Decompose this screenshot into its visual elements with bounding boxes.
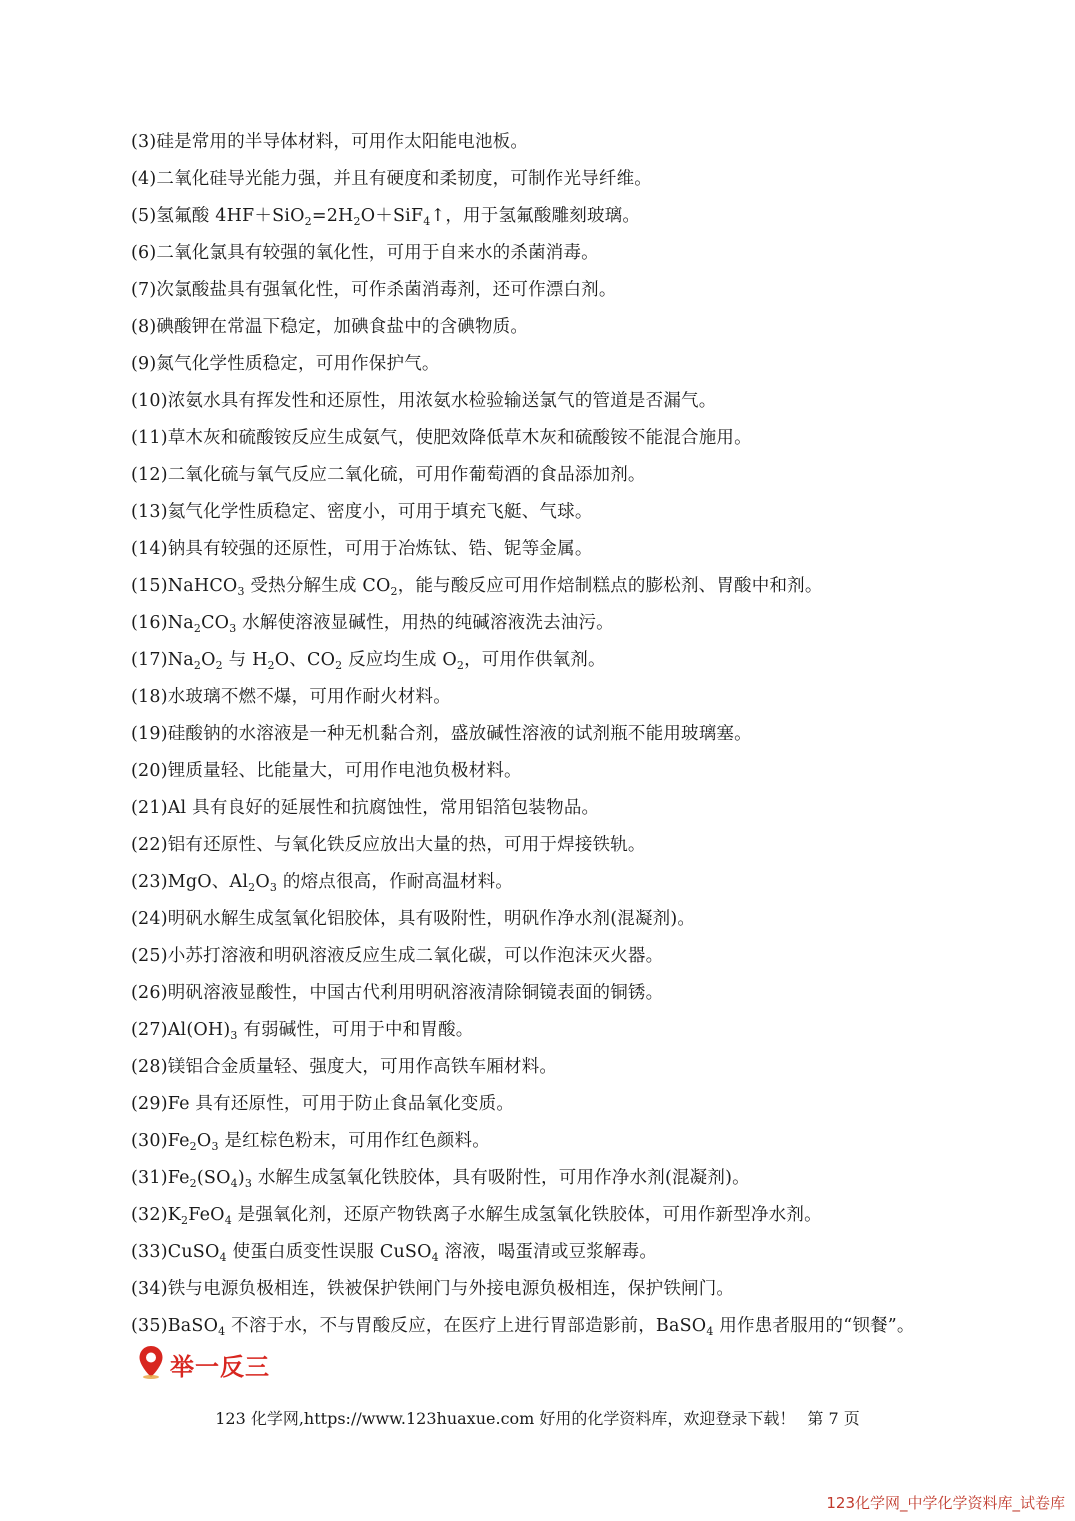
footer-text: 123 化学网,https://www.123huaxue.com 好用的化学资料库，欢迎登录下载！: [215, 1409, 796, 1428]
subscript: 2: [353, 215, 361, 228]
text-run: (22)铝有还原性、与氧化铁反应放出大量的热，可用于焊接铁轨。: [131, 835, 646, 855]
subscript: 2: [215, 659, 223, 672]
subscript: 2: [189, 1177, 197, 1190]
page-number: 第 7 页: [807, 1409, 860, 1428]
text-run: 受热分解生成 CO: [244, 576, 391, 596]
text-run: ，可用作供氧剂。: [464, 650, 606, 670]
list-item: [131, 864, 1031, 901]
text-run: (27)Al(OH): [131, 1020, 231, 1040]
subscript: 4: [219, 1251, 227, 1264]
subscript: 2: [335, 659, 343, 672]
text-run: (7)次氯酸盐具有强氧化性，可作杀菌消毒剂，还可作漂白剂。: [131, 280, 617, 300]
list-item: [131, 642, 1031, 679]
text-run: (35)BaSO: [131, 1316, 219, 1336]
text-run: (33)CuSO: [131, 1242, 220, 1262]
subscript: 4: [423, 215, 431, 228]
text-run: 反应均生成 O: [342, 650, 457, 670]
text-run: (9)氮气化学性质稳定，可用作保护气。: [131, 354, 440, 374]
text-run: 是红棕色粉末，可用作红色颜料。: [218, 1131, 490, 1151]
text-run: (12)二氧化硫与氧气反应二氧化硫，可用作葡萄酒的食品添加剂。: [131, 465, 646, 485]
subscript: 4: [218, 1325, 226, 1338]
list-item: [131, 198, 1031, 235]
list-item: [131, 309, 1031, 346]
text-run: (30)Fe: [131, 1131, 190, 1151]
subscript: 3: [237, 585, 245, 598]
text-run: 水解生成氢氧化铁胶体，具有吸附性，可用作净水剂(混凝剂)。: [252, 1168, 750, 1188]
text-run: 有弱碱性，可用于中和胃酸。: [237, 1020, 474, 1040]
text-run: ↑，用于氢氟酸雕刻玻璃。: [430, 206, 641, 226]
list-item: [131, 938, 1031, 975]
subscript: 2: [193, 622, 202, 635]
watermark: 123化学网_中学化学资料库_试卷库: [826, 1494, 1065, 1512]
text-run: (24)明矾水解生成氢氧化铝胶体，具有吸附性，明矾作净水剂(混凝剂)。: [131, 909, 696, 929]
list-item: [131, 901, 1031, 938]
subscript: 4: [706, 1325, 714, 1338]
list-item: [131, 235, 1031, 272]
text-run: (13)氦气化学性质稳定、密度小，可用于填充飞艇、气球。: [131, 502, 593, 522]
list-item: [131, 272, 1031, 309]
text-run: (11)草木灰和硫酸铵反应生成氨气，使肥效降低草木灰和硫酸铵不能混合施用。: [131, 428, 752, 448]
text-run: O＋SiF: [360, 206, 424, 226]
list-item: [131, 1012, 1031, 1049]
page-footer: [0, 1406, 1075, 1429]
text-run: 溶液，喝蛋清或豆浆解毒。: [438, 1242, 658, 1262]
list-item: [131, 1271, 1031, 1308]
list-item: [131, 1308, 1031, 1345]
list-item: [131, 383, 1031, 420]
text-run: (25)小苏打溶液和明矾溶液反应生成二氧化碳，可以作泡沫灭火器。: [131, 946, 664, 966]
text-run: (19)硅酸钠的水溶液是一种无机黏合剂，盛放碱性溶液的试剂瓶不能用玻璃塞。: [131, 724, 752, 744]
subscript: 2: [304, 215, 312, 228]
list-item: [131, 124, 1031, 161]
text-run: (8)碘酸钾在常温下稳定，加碘食盐中的含碘物质。: [131, 317, 529, 337]
list-item: [131, 161, 1031, 198]
text-run: (17)Na: [131, 650, 194, 670]
list-item: [131, 568, 1031, 605]
text-run: (6)二氧化氯具有较强的氧化性，可用于自来水的杀菌消毒。: [131, 243, 599, 263]
text-run: O、CO: [274, 650, 336, 670]
text-run: (3)硅是常用的半导体材料，可用作太阳能电池板。: [131, 132, 529, 152]
text-run: (5)氢氟酸 4HF＋SiO: [131, 206, 305, 226]
subscript: 4: [230, 1177, 238, 1190]
subscript: 3: [230, 1029, 238, 1042]
list-item: [131, 679, 1031, 716]
list-item: [131, 1197, 1031, 1234]
subscript: 2: [456, 659, 465, 672]
subscript: 2: [267, 659, 275, 672]
text-run: O: [196, 1131, 212, 1151]
text-run: (32)K: [131, 1205, 181, 1225]
subscript: 3: [211, 1140, 219, 1153]
text-run: =2H: [311, 206, 354, 226]
text-run: (16)Na: [131, 613, 194, 633]
subscript: 4: [224, 1214, 232, 1227]
list-item: [131, 605, 1031, 642]
list-item: [131, 1234, 1031, 1271]
section-heading: [138, 1344, 270, 1384]
list-item: [131, 1160, 1031, 1197]
subscript: 4: [431, 1251, 439, 1264]
list-item: [131, 1123, 1031, 1160]
text-run: ): [237, 1168, 245, 1188]
text-run: (10)浓氨水具有挥发性和还原性，用浓氨水检验输送氯气的管道是否漏气。: [131, 391, 717, 411]
subscript: 2: [189, 1140, 197, 1153]
list-item: [131, 1086, 1031, 1123]
section-title: 举一反三: [170, 1352, 270, 1381]
text-run: ，能与酸反应可用作焙制糕点的膨松剂、胃酸中和剂。: [397, 576, 823, 596]
list-item: [131, 420, 1031, 457]
subscript: 3: [229, 622, 237, 635]
text-run: 使蛋白质变性误服 CuSO: [226, 1242, 432, 1262]
list-item: [131, 346, 1031, 383]
text-run: (14)钠具有较强的还原性，可用于冶炼钛、锆、铌等金属。: [131, 539, 593, 559]
subscript: 2: [248, 881, 256, 894]
subscript: 3: [269, 881, 278, 894]
text-run: (29)Fe 具有还原性，可用于防止食品氧化变质。: [131, 1094, 515, 1114]
subscript: 3: [244, 1177, 253, 1190]
text-run: O: [255, 872, 270, 892]
list-item: [131, 975, 1031, 1012]
text-run: O: [201, 650, 216, 670]
subscript: 2: [390, 585, 398, 598]
list-item: [131, 827, 1031, 864]
document-body: [131, 124, 1031, 1345]
list-item: [131, 716, 1031, 753]
text-run: 是强氧化剂，还原产物铁离子水解生成氢氧化铁胶体，可用作新型净水剂。: [231, 1205, 822, 1225]
text-run: 不溶于水，不与胃酸反应，在医疗上进行胃部造影前，BaSO: [225, 1316, 707, 1336]
list-item: [131, 531, 1031, 568]
list-item: [131, 790, 1031, 827]
text-run: (23)MgO、Al: [131, 872, 249, 892]
list-item: [131, 494, 1031, 531]
text-run: (34)铁与电源负极相连，铁被保护铁闸门与外接电源负极相连，保护铁闸门。: [131, 1279, 735, 1299]
subscript: 2: [181, 1214, 189, 1227]
text-run: (18)水玻璃不燃不爆，可用作耐火材料。: [131, 687, 451, 707]
text-run: (20)锂质量轻、比能量大，可用作电池负极材料。: [131, 761, 522, 781]
text-run: (4)二氧化硅导光能力强，并且有硬度和柔韧度，可制作光导纤维。: [131, 169, 652, 189]
text-run: 的熔点很高，作耐高温材料。: [277, 872, 513, 892]
text-run: (15)NaHCO: [131, 576, 238, 596]
text-run: 用作患者服用的“钡餐”。: [713, 1316, 915, 1336]
text-run: CO: [201, 613, 230, 633]
text-run: (SO: [196, 1168, 231, 1188]
text-run: FeO: [188, 1205, 225, 1225]
text-run: (26)明矾溶液显酸性，中国古代利用明矾溶液清除铜镜表面的铜锈。: [131, 983, 664, 1003]
text-run: 与 H: [222, 650, 268, 670]
list-item: [131, 753, 1031, 790]
text-run: 水解使溶液显碱性，用热的纯碱溶液洗去油污。: [236, 613, 614, 633]
text-run: (31)Fe: [131, 1168, 190, 1188]
list-item: [131, 457, 1031, 494]
text-run: (21)Al 具有良好的延展性和抗腐蚀性，常用铝箔包装物品。: [131, 798, 600, 818]
location-pin-icon: [138, 1345, 164, 1383]
subscript: 2: [193, 659, 202, 672]
list-item: [131, 1049, 1031, 1086]
text-run: (28)镁铝合金质量轻、强度大，可用作高铁车厢材料。: [131, 1057, 558, 1077]
